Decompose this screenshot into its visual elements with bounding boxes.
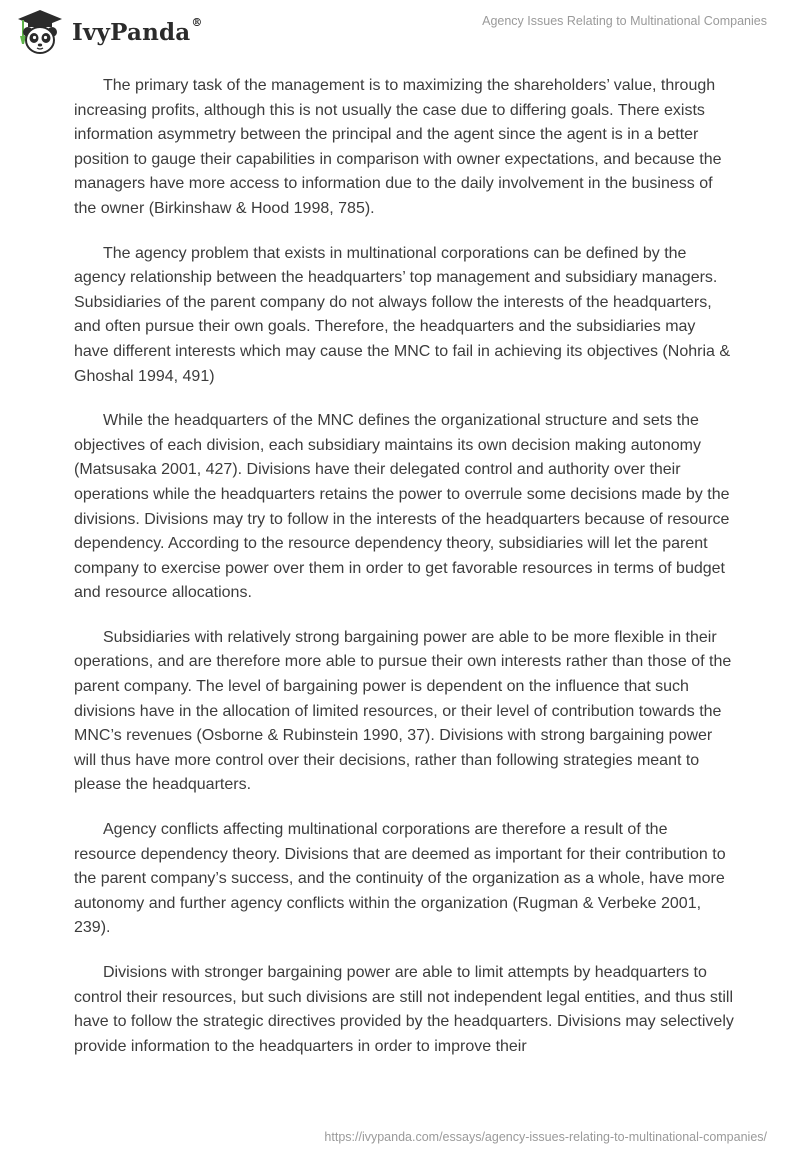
paragraph: Agency conflicts affecting multinational corporations are therefore a result of the resource dependency theory. Divisions that are deemed as important for their contribution to the parent company’s success, and the continuity of the organization as a whole, have more autonomy and further agency conflicts within the organization (Rugman & Verbeke 2001, 239). xyxy=(74,821,726,937)
paragraph: The agency problem that exists in multinational corporations can be defined by the agency relationship between the headquarters’ top management and subsidiary managers. Subsidiaries of the parent company do not always follow the interests of the headquarters, and often pursue their own goals. Therefore, the headquarters and the subsidiaries may have different interests which may cause the MNC to fail in achieving its objectives (Nohria & Ghoshal 1994, 491) xyxy=(74,244,731,385)
panda-graduate-logo-icon xyxy=(14,8,66,56)
brand-logo[interactable] xyxy=(14,8,203,56)
source-url-link[interactable]: https://ivypanda.com/essays/agency-issues-relating-to-multinational-companies/ xyxy=(324,1130,767,1144)
brand-name: IvyPanda® xyxy=(72,15,203,46)
paragraph: While the headquarters of the MNC defines the organizational structure and sets the objectives of each division, each subsidiary maintains its own decision making autonomy (Matsusaka 2001, 427). Divisions have their delegated control and authority over their operations while the headquarters retains the power to overrule some decisions made by the divisions. Divisions may try to follow in the interests of the headquarters because of resource dependency. According to the resource dependency theory, subsidiaries will let the parent company to exercise power over them in order to get favorable resources in terms of budget and resource allocations. xyxy=(74,412,730,602)
registered-mark: ® xyxy=(191,15,203,29)
paragraph: Divisions with stronger bargaining power are able to limit attempts by headquarters to control their resources, but such divisions are still not independent legal entities, and thus still have to follow the strategic directives provided by the headquarters. Divisions may selectively provide information to the headquarters in order to improve their xyxy=(74,964,734,1055)
paragraph: Subsidiaries with relatively strong bargaining power are able to be more flexible in their operations, and are therefore more able to pursue their own interests rather than those of the parent company. The level of bargaining power is dependent on the influence that such divisions have in the allocation of limited resources, or their level of contribution towards the MNC’s revenues (Osborne & Rubinstein 1990, 37). Divisions with strong bargaining power will thus have more control over their decisions, rather than following strategies meant to please the headquarters. xyxy=(74,628,732,794)
page-header xyxy=(0,0,800,70)
running-title: Agency Issues Relating to Multinational Companies xyxy=(482,14,767,28)
paragraph: The primary task of the management is to maximizing the shareholders’ value, through increasing profits, although this is not usually the case due to differing goals. There exists information asymmetry between the principal and the agent since the agent is in a better position to gauge their capabilities in comparison with owner expectations, and because the managers have more access to information due to the daily involvement in the business of the owner (Birkinshaw & Hood 1998, 785). xyxy=(74,77,722,217)
essay-body xyxy=(74,74,734,1079)
